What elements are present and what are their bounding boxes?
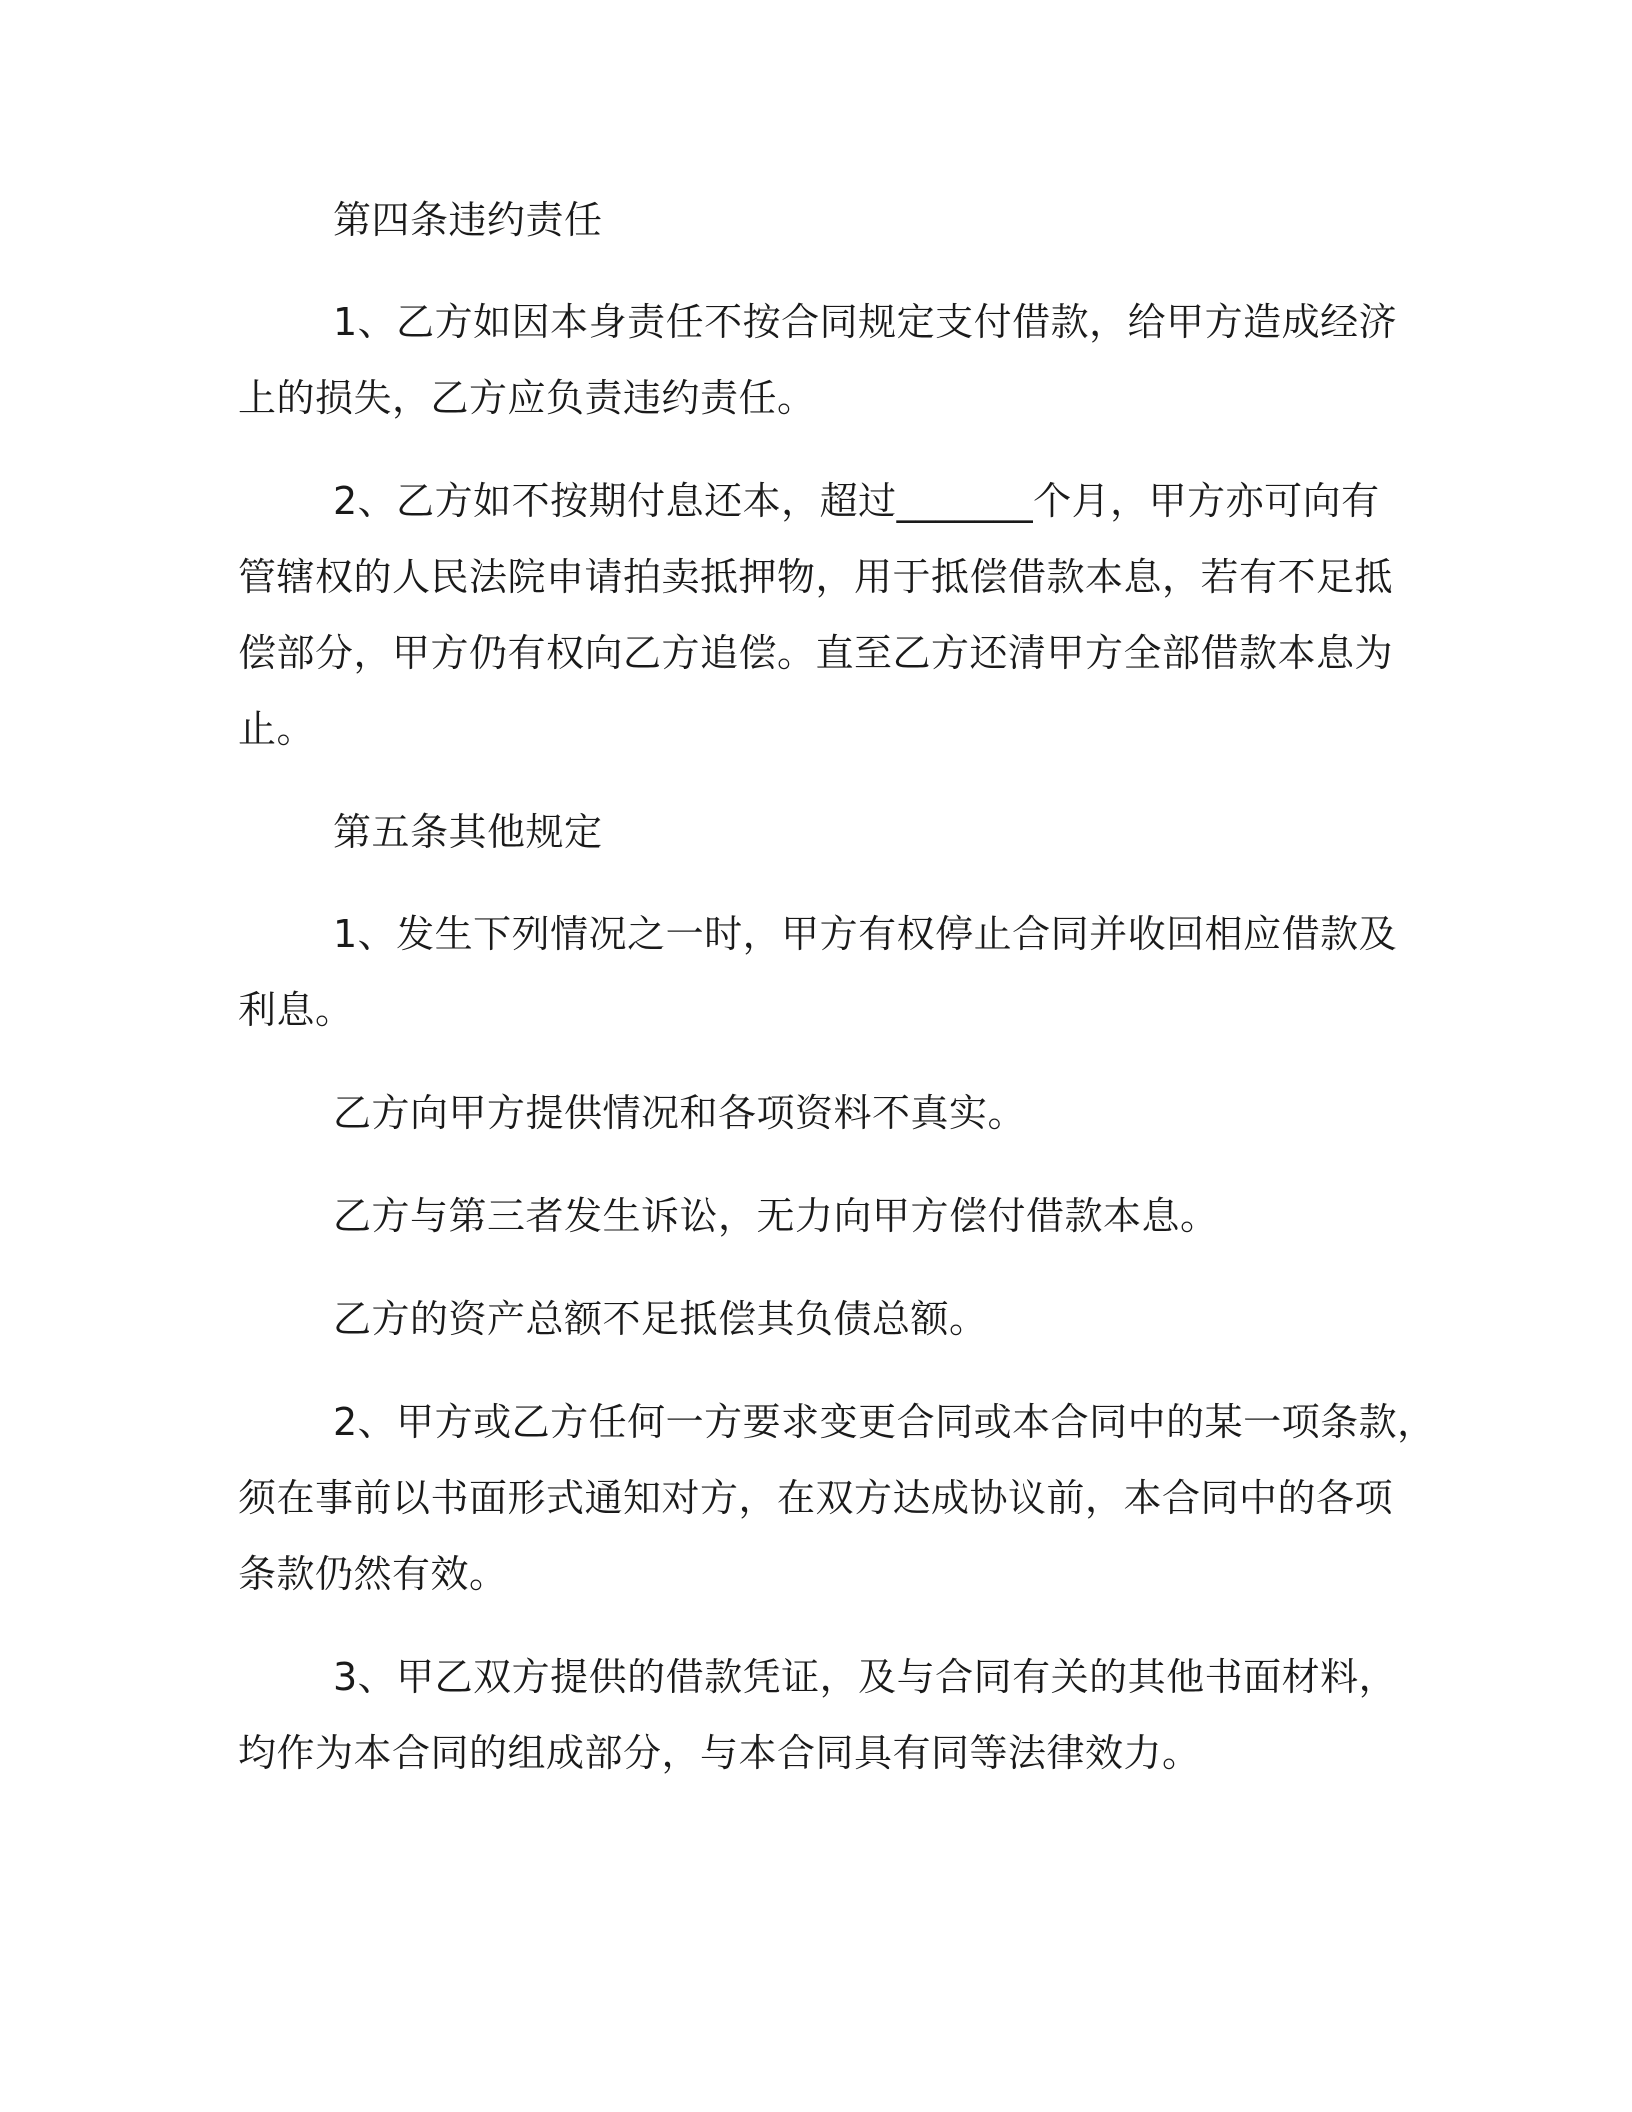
article-5-heading: 第五条其他规定 <box>333 810 603 854</box>
article-4-clause-2-line-2: 管辖权的人民法院申请拍卖抵押物，用于抵偿借款本息，若有不足抵 <box>238 555 1394 599</box>
article-5-clause-2-line-2: 须在事前以书面形式通知对方，在双方达成协议前，本合同中的各项 <box>238 1476 1394 1520</box>
article-5-condition-1: 乙方向甲方提供情况和各项资料不真实。 <box>333 1091 1027 1135</box>
article-5-clause-3-line-1: 3、甲乙双方提供的借款凭证，及与合同有关的其他书面材料， <box>333 1655 1398 1699</box>
article-5-clause-1-line-2: 利息。 <box>238 988 354 1032</box>
article-5-condition-3: 乙方的资产总额不足抵偿其负债总额。 <box>333 1297 988 1341</box>
article-5-condition-2: 乙方与第三者发生诉讼，无力向甲方偿付借款本息。 <box>333 1194 1219 1238</box>
article-5-clause-2-line-3: 条款仍然有效。 <box>238 1552 508 1596</box>
article-4-clause-1-line-1: 1、乙方如因本身责任不按合同规定支付借款，给甲方造成经济 <box>333 300 1398 344</box>
article-4-clause-1-line-2: 上的损失，乙方应负责违约责任。 <box>238 376 816 420</box>
article-5-clause-1-line-1: 1、发生下列情况之一时，甲方有权停止合同并收回相应借款及 <box>333 912 1398 956</box>
article-4-clause-2-line-3: 偿部分，甲方仍有权向乙方追偿。直至乙方还清甲方全部借款本息为 <box>238 631 1394 675</box>
article-4-clause-2-line-1: 2、乙方如不按期付息还本，超过_______个月，甲方亦可向有 <box>333 479 1380 523</box>
article-4-heading: 第四条违约责任 <box>333 198 603 242</box>
article-5-clause-2-line-1: 2、甲方或乙方任何一方要求变更合同或本合同中的某一项条款， <box>333 1400 1436 1444</box>
article-5-clause-3-line-2: 均作为本合同的组成部分，与本合同具有同等法律效力。 <box>238 1731 1201 1775</box>
article-4-clause-2-line-4: 止。 <box>238 707 316 751</box>
